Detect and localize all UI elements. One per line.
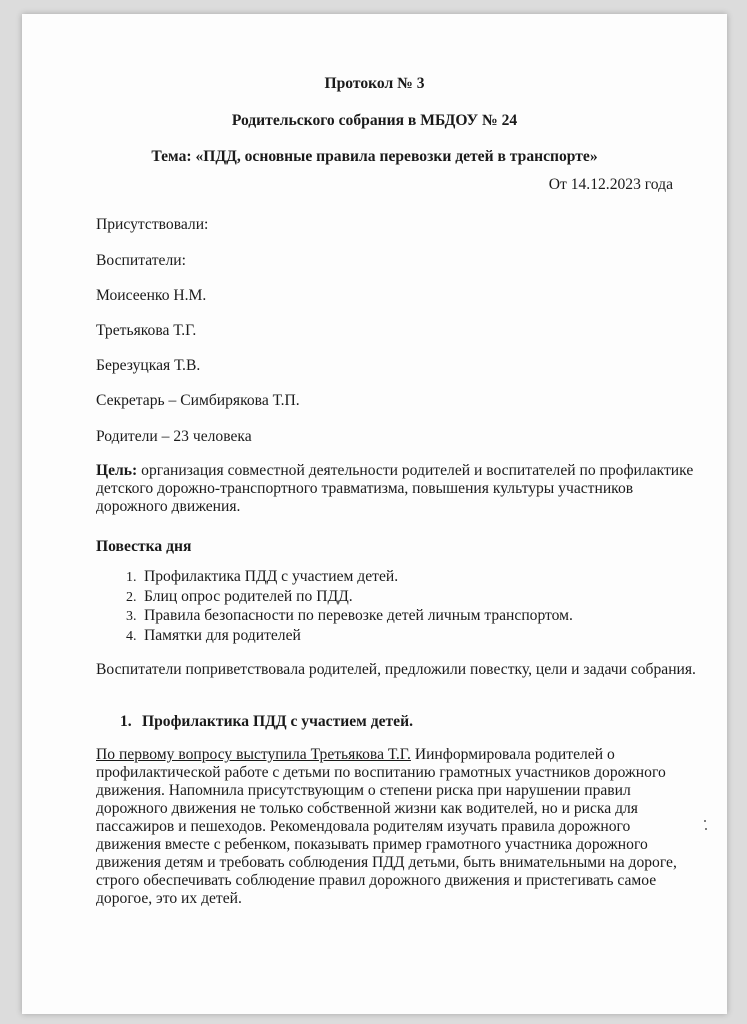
agenda-item: 2. Блиц опрос родителей по ПДД.: [140, 587, 700, 607]
section-number: 1.: [120, 713, 132, 730]
protocol-title: Протокол № 3: [324, 75, 425, 92]
agenda-title: Повестка дня: [96, 538, 192, 555]
meeting-title: Родительского собрания в МБДОУ № 24: [231, 112, 518, 129]
speaker-intro: По первому вопросу выступила Третьякова Т.Г.: [96, 746, 411, 763]
agenda-item: 4. Памятки для родителей: [140, 626, 700, 646]
goal-text: организация совместной деятельности родителей и воспитателей по профилактике детского дорожно-транспортного травматизма, повышения культуры участников дорожного движения.: [96, 462, 694, 515]
intro-paragraph: Воспитатели поприветствовала родителей, предложили повестку, цели и задачи собрания.: [96, 661, 696, 678]
teacher-name: Третьякова Т.Г.: [96, 322, 197, 339]
teachers-label: Воспитатели:: [96, 252, 186, 269]
scan-speck: [704, 820, 706, 822]
topic-title: Тема: «ПДД, основные правила перевозки детей в транспорте»: [151, 148, 598, 165]
secretary-line: Секретарь – Симбирякова Т.П.: [96, 392, 300, 409]
section-body: [96, 746, 696, 908]
scan-speck: [705, 828, 707, 830]
goal-label: Цель:: [96, 462, 138, 479]
agenda-item: 1. Профилактика ПДД с участием детей.: [140, 567, 700, 587]
parents-line: Родители – 23 человека: [96, 428, 252, 445]
present-label: Присутствовали:: [96, 216, 209, 233]
document-page: [22, 14, 727, 1014]
section-title: Профилактика ПДД с участием детей.: [142, 713, 413, 730]
meeting-date: От 14.12.2023 года: [548, 176, 673, 193]
section-text: Иинформировала родителей о профилактической работе с детьми по воспитанию грамотных участников дорожного движения. Напомнила присутствующим о степени риска при нарушении правил дорожного движения не только собственной жизни как водителей, но и риска для пассажиров и пешеходов. Рекомендовала родителям изучать правила дорожного движения вместе с ребенком, показывать пример грамотного участника дорожного движения детям и требовать соблюдения ПДД детьми, быть внимательными на дороге, строго обеспечивать соблюдение правил дорожного движения и пристегивать самое дорогое, это их детей.: [96, 746, 677, 907]
agenda-list: [114, 567, 700, 645]
teacher-name: Березуцкая Т.В.: [96, 357, 201, 374]
teacher-name: Моисеенко Н.М.: [96, 287, 207, 304]
agenda-item: 3. Правила безопасности по перевозке детей личным транспортом.: [140, 606, 700, 626]
goal-paragraph: [96, 462, 696, 516]
